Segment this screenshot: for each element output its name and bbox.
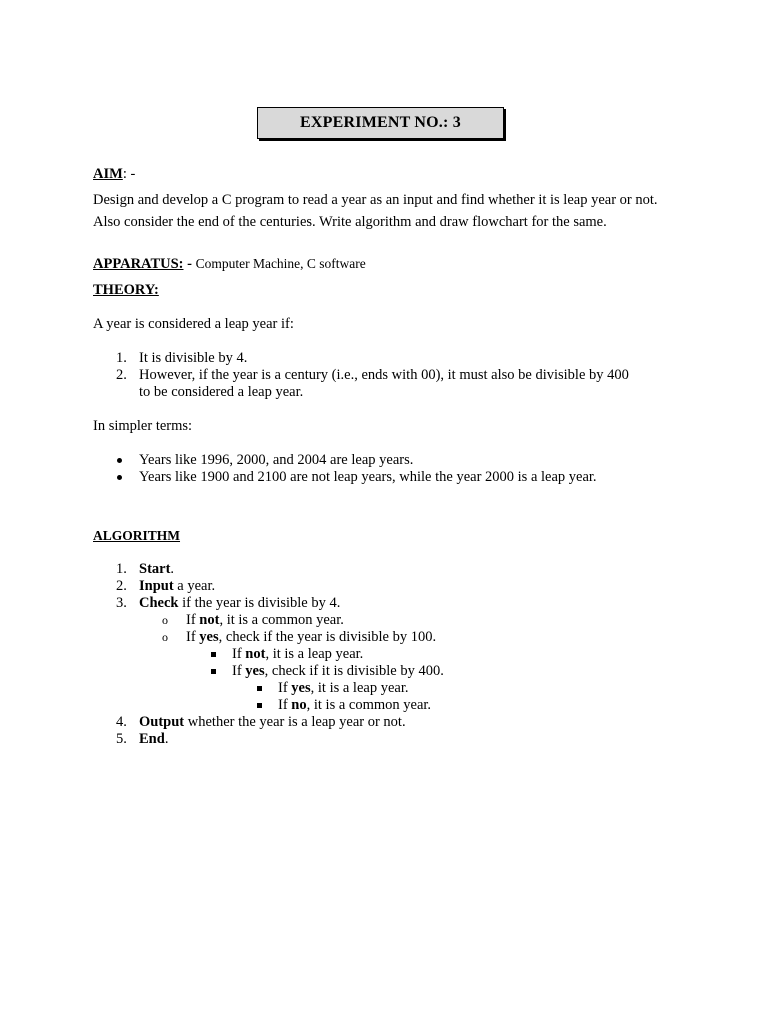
theory-item-text-continued: to be considered a leap year. <box>139 384 304 400</box>
algorithm-substep: If not, it is a common year. <box>186 612 344 628</box>
bullet-dot-icon <box>117 452 122 469</box>
experiment-title: EXPERIMENT NO.: 3 <box>300 114 461 131</box>
algorithm-heading <box>93 527 180 545</box>
algorithm-label: ALGORITHM <box>93 528 181 543</box>
algorithm-step-number: 5. <box>116 731 127 747</box>
algorithm-substep: If not, it is a leap year. <box>232 646 364 662</box>
square-bullet-icon <box>257 697 262 714</box>
theory-label: THEORY: <box>93 282 159 298</box>
algorithm-step-number: 2. <box>116 578 127 594</box>
theory-item-number: 2. <box>116 367 127 383</box>
square-bullet-icon <box>257 680 262 697</box>
apparatus-line <box>93 255 366 273</box>
algorithm-step: Check if the year is divisible by 4. <box>139 595 341 611</box>
algorithm-substep: If yes, check if the year is divisible by 100. <box>186 629 437 645</box>
aim-label: AIM <box>93 166 123 182</box>
apparatus-label: APPARATUS: <box>93 256 184 272</box>
square-bullet-icon <box>211 646 216 663</box>
algorithm-step: Start. <box>139 561 175 577</box>
theory-item-text: It is divisible by 4. <box>139 350 248 366</box>
apparatus-suffix: - <box>183 256 196 272</box>
simpler-terms-label: In simpler terms: <box>93 418 193 434</box>
sub-bullet-marker: o <box>162 630 168 644</box>
algorithm-step: Input a year. <box>139 578 216 594</box>
aim-text: Design and develop a C program to read a year as an input and find whether it is leap year or not. Also consider the end of the centuries. Write algorithm and draw flowchart for the same. <box>93 192 658 230</box>
apparatus-text: Computer Machine, C software <box>195 256 366 271</box>
algorithm-substep: If yes, check if it is divisible by 400. <box>232 663 444 679</box>
algorithm-step-number: 4. <box>116 714 127 730</box>
bullet-dot-icon <box>117 469 122 486</box>
experiment-title-box <box>257 107 504 139</box>
algorithm-substep: If no, it is a common year. <box>278 697 432 713</box>
bullet-text: Years like 1996, 2000, and 2004 are leap years. <box>139 452 414 468</box>
theory-intro: A year is considered a leap year if: <box>93 316 294 332</box>
square-bullet-icon <box>211 663 216 680</box>
theory-item-text: However, if the year is a century (i.e., ends with 00), it must also be divisible by 400 <box>139 367 629 383</box>
aim-heading <box>93 166 135 183</box>
algorithm-step: End. <box>139 731 169 747</box>
algorithm-substep: If yes, it is a leap year. <box>278 680 409 696</box>
algorithm-step-number: 3. <box>116 595 127 611</box>
aim-suffix: : - <box>122 166 136 182</box>
theory-heading <box>93 282 159 299</box>
theory-item-number: 1. <box>116 350 127 366</box>
algorithm-step: Output whether the year is a leap year or not. <box>139 714 406 730</box>
sub-bullet-marker: o <box>162 613 168 627</box>
bullet-text: Years like 1900 and 2100 are not leap years, while the year 2000 is a leap year. <box>139 469 597 485</box>
algorithm-step-number: 1. <box>116 561 127 577</box>
